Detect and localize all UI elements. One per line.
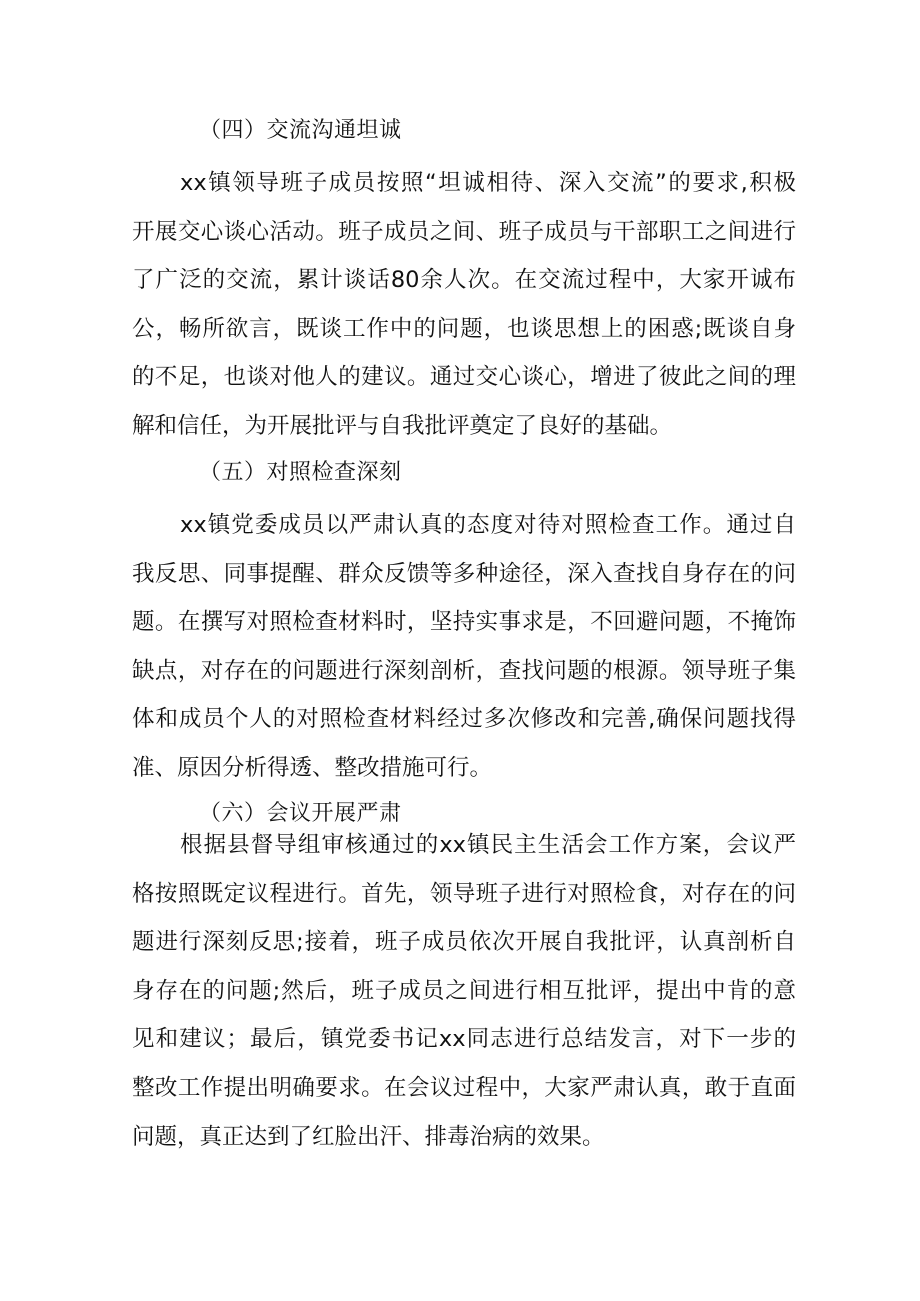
- paragraph-line: 准、原因分析得透、整改措施可行。: [132, 754, 493, 781]
- paragraph-line: 问题，真正达到了红脸出汗、排毒治病的效果。: [132, 1123, 605, 1150]
- section-paragraph-6: [132, 821, 796, 1161]
- section-heading-4: （四）交流沟通坦诚: [199, 118, 402, 143]
- paragraph-line: 开展交心谈心活动。班子成员之间、班子成员与干部职工之间进行: [132, 218, 796, 245]
- section-heading-6: （六）会议开展严肃: [199, 801, 402, 826]
- paragraph-line: 解和信任，为开展批评与自我批评奠定了良好的基础。: [132, 412, 673, 439]
- paragraph-line: 的不足，也谈对他人的建议。通过交心谈心，增进了彼此之间的理: [132, 364, 796, 391]
- section-paragraph-4: [132, 159, 796, 451]
- paragraph-line: 公，畅所欲言，既谈工作中的问题，也谈思想上的困惑;既谈自身: [132, 315, 796, 342]
- paragraph-line: 格按照既定议程进行。首先，领导班子进行对照检食，对存在的问: [132, 880, 796, 907]
- paragraph-line: 缺点，对存在的问题进行深刻剖析，查找问题的根源。领导班子集: [132, 657, 796, 684]
- paragraph-line: 根据县督导组审核通过的xx镇民主生活会工作方案，会议严: [180, 832, 796, 858]
- section-paragraph-5: [132, 501, 796, 793]
- paragraph-line: xx镇领导班子成员按照“坦诚相待、深入交流”的要求,积极: [180, 170, 796, 196]
- paragraph-line: 题。在撰写对照检查材料时，坚持实事求是，不回避问题，不掩饰: [132, 609, 796, 636]
- paragraph-line: 身存在的问题;然后，班子成员之间进行相互批评，提出中肯的意: [132, 977, 796, 1004]
- paragraph-line: xx镇党委成员以严肃认真的态度对待对照检查工作。通过自: [180, 512, 796, 538]
- paragraph-line: 整改工作提出明确要求。在会议过程中，大家严肃认真，敢于直面: [132, 1074, 796, 1101]
- paragraph-line: 我反思、同事提醒、群众反馈等多种途径，深入查找自身存在的问: [132, 560, 796, 587]
- section-heading-5: （五）对照检查深刻: [199, 460, 402, 485]
- paragraph-line: 体和成员个人的对照检查材料经过多次修改和完善,确保问题找得: [132, 706, 796, 733]
- paragraph-line: 见和建议；最后，镇党委书记xx同志进行总结发言，对下一步的: [132, 1026, 796, 1053]
- paragraph-line: 了广泛的交流，累计谈话80余人次。在交流过程中，大家开诚布: [132, 267, 796, 294]
- paragraph-line: 题进行深刻反思;接着，班子成员依次开展自我批评，认真剖析自: [132, 929, 796, 956]
